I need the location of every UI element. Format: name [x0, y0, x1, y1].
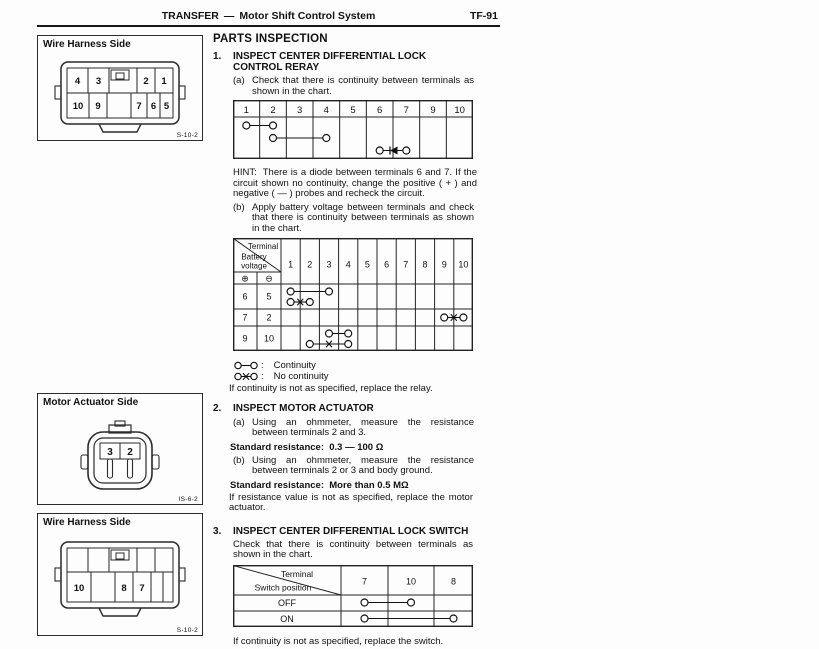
hint-paragraph — [233, 168, 477, 200]
section-title: PARTS INSPECTION — [213, 33, 328, 45]
probe-circle — [345, 330, 352, 337]
terminal-number: 7 — [139, 583, 145, 594]
standard-resistance-a: Standard resistance: 0.3 — 100 Ω — [230, 441, 384, 453]
terminal-number: 3 — [326, 259, 332, 270]
diode-arrow — [390, 147, 398, 155]
terminal-number: 2 — [127, 447, 133, 458]
terminal-number: 7 — [136, 101, 142, 112]
item-heading: INSPECT CENTER DIFFERENTIAL LOCK SWITCH — [233, 525, 469, 537]
probe-circle — [235, 362, 241, 368]
terminal-number: 6 — [377, 105, 383, 116]
plus-terminal: 9 — [242, 333, 248, 344]
legend-label: No continuity — [273, 371, 329, 382]
continuity-symbol — [233, 360, 259, 371]
relay-chart-a-svg — [233, 100, 473, 159]
probe-circle — [270, 135, 277, 142]
legend-colon: : — [261, 360, 264, 371]
probe-circle — [441, 314, 448, 321]
item-number: 2. — [213, 402, 222, 414]
terminal-number: 1 — [161, 76, 167, 87]
connector-ear — [81, 455, 88, 469]
connector-diagram-b — [38, 410, 202, 500]
probe-circle — [287, 288, 294, 295]
terminal-number: 3 — [95, 76, 102, 87]
inspection-item-2 — [213, 403, 500, 514]
step-text: Using an ohmmeter, measure the resistance between terminals 2 or 3 and body ground. — [252, 454, 474, 476]
item-intro: Check that there is continuity between terminals as shown in the chart. — [233, 538, 473, 560]
header-separator: — — [223, 10, 235, 22]
terminal-number: 4 — [323, 105, 329, 116]
item-footer: If resistance value is not as specified, replace the motor actuator. — [229, 491, 473, 513]
connector-latch-top — [116, 73, 124, 79]
terminal-number: 1 — [243, 105, 249, 116]
terminal-blade — [128, 459, 133, 478]
item-number: 3. — [213, 525, 222, 537]
item-footer: If continuity is not as specified, replace the relay. — [229, 383, 433, 394]
probe-circle — [326, 330, 333, 337]
figure-title: Motor Actuator Side — [43, 397, 139, 408]
step-a — [233, 76, 474, 97]
standard-resistance-b: Standard resistance: More than 0.5 MΩ — [230, 479, 409, 491]
step-text: Using an ohmmeter, measure the resistance between terminals 2 and 3. — [252, 416, 474, 438]
probe-circle — [403, 147, 410, 154]
item-number: 1. — [213, 51, 222, 62]
legend-label: Continuity — [273, 360, 316, 371]
switch-position-label: ON — [280, 613, 294, 624]
corner-top-label: Terminal — [280, 568, 314, 579]
step-label: (a) — [233, 416, 245, 428]
terminal-number: 7 — [361, 576, 368, 586]
terminal-number: 9 — [441, 259, 447, 270]
probe-circle — [251, 373, 257, 379]
figure-title: Wire Harness Side — [43, 517, 131, 528]
relay-continuity-chart-b — [233, 238, 500, 356]
step-a — [233, 418, 474, 439]
probe-circle — [306, 341, 313, 348]
probe-circle — [287, 299, 294, 306]
inspection-item-1 — [213, 51, 500, 395]
terminal-blade — [108, 459, 113, 478]
probe-circle — [345, 341, 352, 348]
corner-bottom-label: Switch position — [254, 582, 312, 592]
page-header — [37, 10, 500, 25]
continuity-symbol-svg — [233, 360, 259, 371]
legend — [233, 360, 500, 382]
switch-position-label: OFF — [278, 597, 296, 608]
plus-symbol: ⊕ — [241, 273, 249, 284]
switch-continuity-chart — [233, 565, 500, 632]
terminal-number: 8 — [422, 259, 428, 270]
parts-inspection-column — [213, 33, 500, 647]
header-title — [37, 10, 500, 22]
probe-circle — [460, 314, 467, 321]
terminal-number: 4 — [74, 76, 81, 87]
terminal-number: 2 — [143, 76, 149, 87]
terminal-number: 9 — [95, 101, 101, 112]
terminal-number: 7 — [403, 259, 409, 270]
terminal-number: 10 — [405, 576, 417, 586]
terminal-number: 5 — [350, 105, 356, 116]
minus-terminal: 2 — [266, 312, 272, 323]
terminal-number: 3 — [107, 447, 113, 458]
no-continuity-symbol-svg — [233, 371, 259, 382]
wire-harness-connector-c — [45, 530, 195, 625]
terminal-number: 6 — [384, 259, 390, 270]
switch-chart-svg — [233, 565, 473, 627]
connector-ear — [179, 86, 185, 99]
terminal-number: 5 — [163, 101, 170, 112]
minus-terminal: 5 — [266, 291, 272, 302]
minus-symbol: ⊖ — [265, 273, 273, 284]
probe-circle — [450, 615, 457, 622]
page-code: TF-91 — [469, 10, 498, 22]
legend-colon: : — [261, 371, 264, 382]
step-text: Apply battery voltage between terminals and check that there is continuity between terminals as shown in the chart. — [252, 201, 474, 234]
item-footer: If continuity is not as specified, replace the switch. — [233, 635, 444, 647]
terminal-number: 8 — [121, 583, 127, 594]
probe-circle — [306, 299, 313, 306]
terminal-number: 1 — [288, 259, 294, 270]
relay-continuity-chart-a — [233, 100, 500, 164]
figure-code: S-10-2 — [176, 627, 198, 634]
probe-circle — [326, 288, 333, 295]
probe-circle — [376, 147, 383, 154]
connector-ear — [152, 455, 159, 469]
terminal-number: 2 — [270, 105, 276, 116]
header-section: TRANSFER — [161, 10, 219, 22]
figure-wire-harness-top — [37, 35, 203, 141]
corner-bottom-label: Battery — [241, 252, 267, 262]
connector-latch-bottom — [99, 608, 141, 616]
figure-title: Wire Harness Side — [43, 39, 131, 50]
connector-shell — [61, 542, 179, 608]
corner-bottom-label: voltage — [241, 261, 267, 271]
terminal-number: 5 — [364, 259, 370, 270]
terminal-number: 10 — [73, 583, 85, 594]
connector-diagram-a — [38, 48, 202, 140]
relay-chart-b-svg — [233, 238, 473, 351]
step-b — [233, 203, 474, 235]
probe-circle — [361, 615, 368, 622]
plus-terminal: 6 — [242, 291, 248, 302]
table-border — [234, 565, 473, 626]
probe-circle — [235, 373, 241, 379]
step-label: (b) — [233, 454, 245, 466]
inspection-item-3 — [213, 526, 500, 648]
probe-circle — [243, 122, 250, 129]
corner-top-label: Terminal — [247, 242, 279, 251]
terminal-number: 8 — [450, 576, 457, 586]
figure-motor-actuator — [37, 393, 203, 505]
probe-circle — [408, 599, 415, 606]
probe-circle — [361, 599, 368, 606]
item-heading: INSPECT MOTOR ACTUATOR — [233, 402, 374, 414]
hint-text: There is a diode between terminals 6 and 7. If the circuit shown no continuity, change the positive ( + ) and negative ( — ) probes and recheck the circuit. — [233, 167, 477, 199]
no-continuity-symbol — [233, 371, 259, 382]
figure-code: IS-6-2 — [178, 496, 198, 503]
terminal-number: 2 — [307, 259, 313, 270]
probe-circle — [270, 122, 277, 129]
terminal-number: 3 — [297, 105, 303, 116]
step-label: (a) — [233, 75, 245, 86]
probe-circle — [251, 362, 257, 368]
connector-ear — [55, 568, 61, 581]
terminal-number: 7 — [403, 105, 409, 116]
connector-latch-top — [116, 553, 124, 559]
item-heading: INSPECT CENTER DIFFERENTIAL LOCK CONTROL RERAY — [233, 51, 427, 73]
terminal-number: 10 — [458, 259, 469, 270]
probe-circle — [323, 135, 330, 142]
legend-item-no-continuity — [233, 371, 500, 382]
step-b — [233, 456, 474, 477]
terminal-number: 4 — [345, 259, 351, 270]
terminal-number: 10 — [72, 101, 84, 112]
figure-code: S-10-2 — [176, 132, 198, 139]
plus-terminal: 7 — [242, 312, 248, 323]
terminal-number: 10 — [454, 105, 465, 116]
terminal-number: 9 — [430, 105, 436, 116]
header-subsection: Motor Shift Control System — [239, 10, 376, 22]
figure-wire-harness-bottom — [37, 513, 203, 636]
header-rule — [37, 25, 500, 27]
connector-ear — [179, 568, 185, 581]
motor-actuator-connector — [45, 410, 195, 500]
terminal-number: 6 — [150, 101, 157, 112]
legend-item-continuity — [233, 360, 500, 371]
minus-terminal: 10 — [263, 333, 275, 344]
step-label: (b) — [233, 201, 245, 213]
connector-ear — [55, 86, 61, 99]
connector-diagram-c — [38, 530, 202, 625]
step-text: Check that there is continuity between terminals as shown in the chart. — [252, 75, 474, 97]
wire-harness-connector-a — [45, 48, 195, 140]
connector-latch-bottom — [99, 124, 141, 132]
hint-label: HINT: — [233, 167, 257, 178]
